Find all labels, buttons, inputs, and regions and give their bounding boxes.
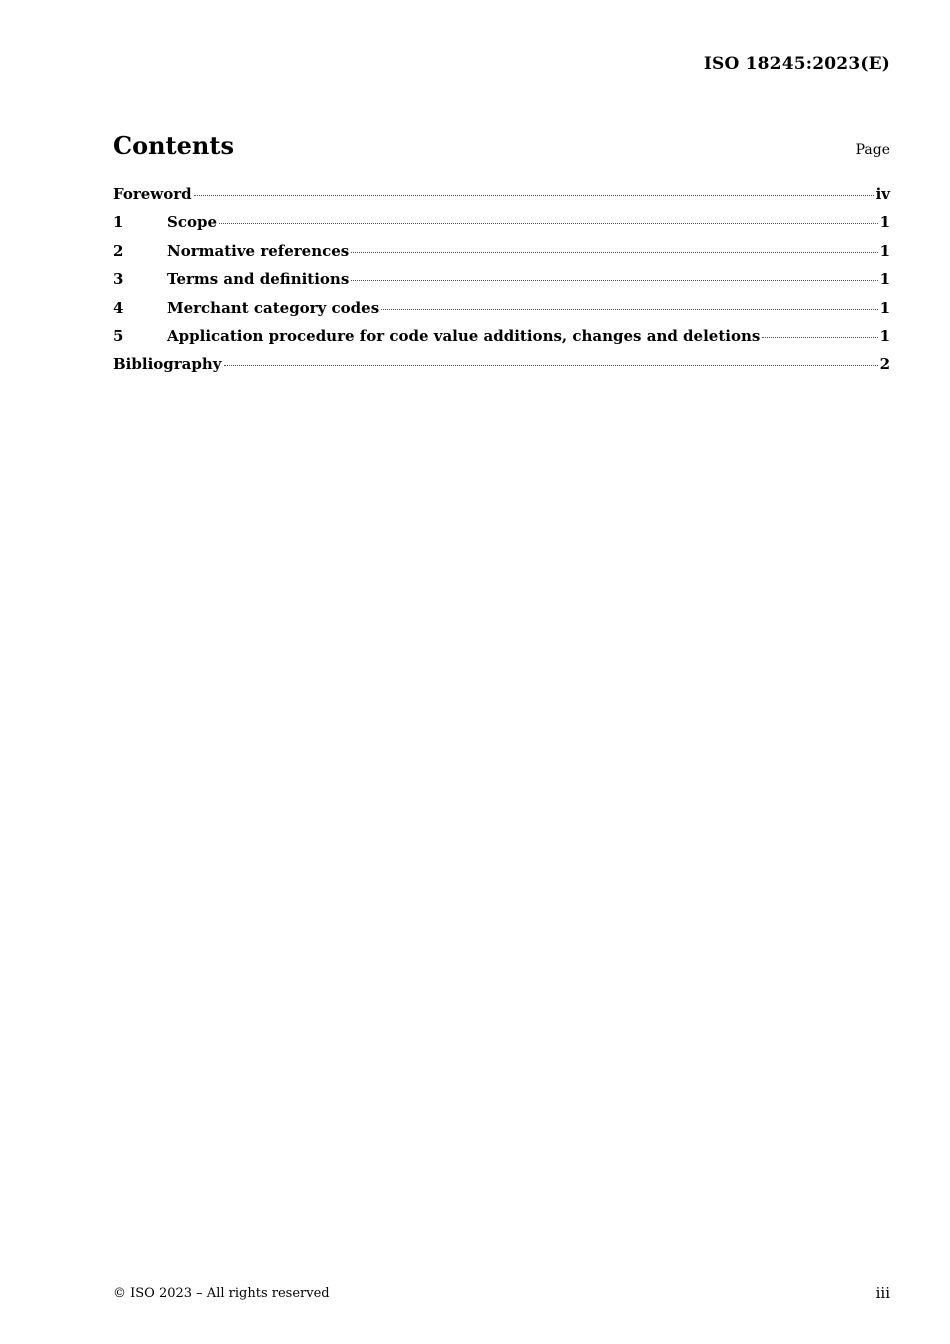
footer-page-number: iii: [875, 1284, 890, 1302]
toc-entry-number: 1: [113, 213, 124, 232]
dot-leader: [762, 337, 877, 338]
toc-entry-title: Scope: [167, 213, 218, 232]
toc-entry-foreword[interactable]: [113, 185, 890, 213]
toc-entry-page: iv: [875, 185, 890, 203]
toc-entry-title: Bibliography: [113, 355, 222, 374]
dot-leader: [351, 252, 877, 253]
toc-entry-title: Application procedure for code value additions, changes and deletions: [167, 326, 761, 345]
contents-heading: Contents: [113, 131, 234, 160]
toc-entry-number: 5: [113, 326, 124, 345]
toc-entry-normative-references[interactable]: [113, 242, 890, 270]
toc-entry-title: Merchant category codes: [167, 298, 380, 317]
toc-entry-page: 1: [879, 326, 890, 345]
toc-entry-page: 1: [879, 298, 890, 317]
table-of-contents: [113, 185, 890, 384]
toc-entry-merchant-category-codes[interactable]: [113, 299, 890, 327]
toc-entry-terms-and-definitions[interactable]: [113, 270, 890, 298]
page-column-label: Page: [855, 142, 890, 158]
toc-entry-number: 2: [113, 241, 124, 260]
toc-entry-page: 2: [879, 355, 890, 374]
toc-entry-title: Foreword: [113, 185, 192, 203]
toc-entry-scope[interactable]: [113, 213, 890, 241]
dot-leader: [219, 223, 878, 224]
toc-entry-application-procedure[interactable]: [113, 327, 890, 355]
toc-entry-number: 4: [113, 298, 124, 317]
dot-leader: [194, 195, 874, 196]
toc-entry-page: 1: [879, 213, 890, 232]
toc-entry-page: 1: [879, 270, 890, 289]
toc-entry-number: 3: [113, 270, 124, 289]
dot-leader: [381, 309, 877, 310]
toc-entry-title: Normative references: [167, 241, 350, 260]
toc-entry-bibliography[interactable]: [113, 355, 890, 383]
toc-entry-title: Terms and definitions: [167, 270, 350, 289]
footer-copyright: © ISO 2023 – All rights reserved: [113, 1286, 330, 1301]
dot-leader: [351, 280, 877, 281]
dot-leader: [224, 365, 878, 366]
document-id: ISO 18245:2023(E): [703, 54, 890, 74]
toc-entry-page: 1: [879, 241, 890, 260]
